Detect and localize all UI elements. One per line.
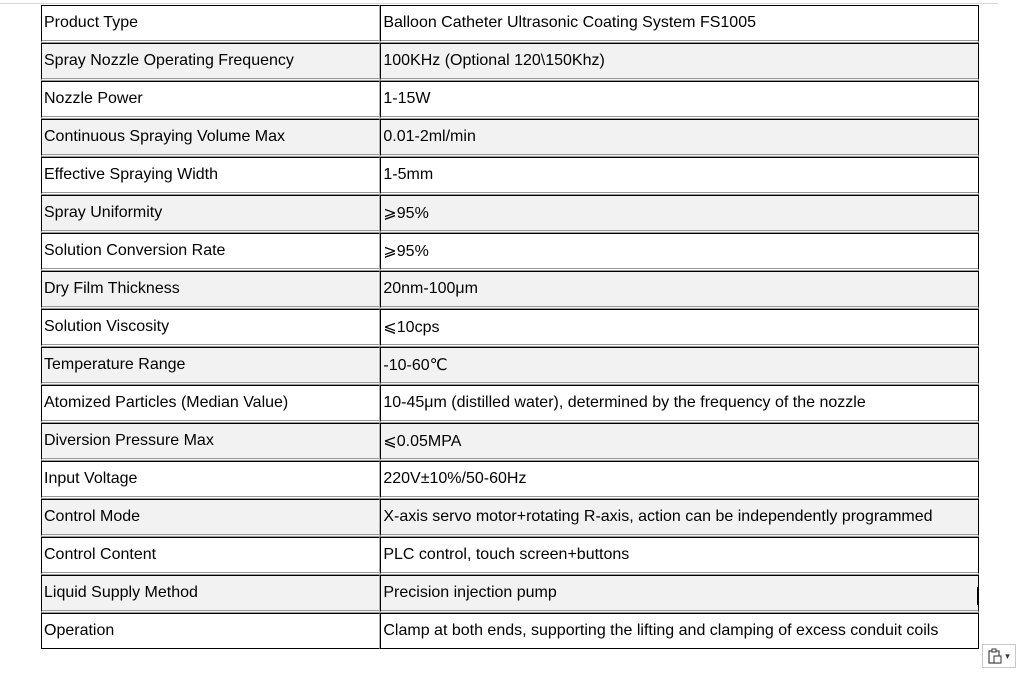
parameter-cell[interactable]: Input Voltage (41, 461, 380, 499)
table-row (41, 195, 979, 233)
parameter-cell[interactable]: Control Content (41, 537, 380, 575)
table-row (41, 43, 979, 81)
parameter-cell[interactable]: Nozzle Power (41, 81, 380, 119)
value-cell[interactable]: ⩾95% (380, 233, 979, 271)
table-row (41, 309, 979, 347)
parameter-cell[interactable]: Effective Spraying Width (41, 157, 380, 195)
table-row (41, 423, 979, 461)
clipboard-icon (988, 648, 1002, 664)
value-cell[interactable]: X-axis servo motor+rotating R-axis, action can be independently programmed (380, 499, 979, 537)
value-cell[interactable]: 1-5mm (380, 157, 979, 195)
parameter-cell[interactable]: Spray Nozzle Operating Frequency (41, 43, 380, 81)
parameter-cell[interactable]: Operation (41, 613, 380, 649)
value-cell[interactable]: -10-60℃ (380, 347, 979, 385)
table-row (41, 81, 979, 119)
spec-table (41, 5, 979, 649)
value-cell[interactable]: Precision injection pump (380, 575, 979, 613)
value-cell[interactable]: Clamp at both ends, supporting the lifting and clamping of excess conduit coils (380, 613, 979, 649)
table-row (41, 271, 979, 309)
chevron-down-icon[interactable]: ▾ (1005, 650, 1010, 661)
value-cell[interactable]: ⩽10cps (380, 309, 979, 347)
table-row (41, 233, 979, 271)
parameter-cell[interactable]: Dry Film Thickness (41, 271, 380, 309)
table-row (41, 537, 979, 575)
top-rule (0, 3, 998, 4)
parameter-cell[interactable]: Spray Uniformity (41, 195, 380, 233)
table-row (41, 157, 979, 195)
parameter-cell[interactable]: Continuous Spraying Volume Max (41, 119, 380, 157)
table-row (41, 385, 979, 423)
parameter-cell[interactable]: Solution Viscosity (41, 309, 380, 347)
value-cell[interactable]: 0.01-2ml/min (380, 119, 979, 157)
parameter-cell[interactable]: Product Type (41, 5, 380, 43)
table-row (41, 5, 979, 43)
paste-options-button[interactable] (982, 644, 1016, 668)
value-cell[interactable]: ⩽0.05MPA (380, 423, 979, 461)
parameter-cell[interactable]: Solution Conversion Rate (41, 233, 380, 271)
value-cell[interactable]: 20nm-100μm (380, 271, 979, 309)
parameter-cell[interactable]: Diversion Pressure Max (41, 423, 380, 461)
value-cell[interactable]: 220V±10%/50-60Hz (380, 461, 979, 499)
table-row (41, 575, 979, 613)
text-cursor (977, 587, 979, 605)
table-row (41, 461, 979, 499)
parameter-cell[interactable]: Temperature Range (41, 347, 380, 385)
value-cell[interactable]: 1-15W (380, 81, 979, 119)
value-cell[interactable]: Balloon Catheter Ultrasonic Coating System FS1005 (380, 5, 979, 43)
value-cell[interactable]: ⩾95% (380, 195, 979, 233)
table-row (41, 499, 979, 537)
table-row (41, 613, 979, 649)
table-row (41, 347, 979, 385)
spec-table-body (41, 5, 979, 649)
value-cell[interactable]: PLC control, touch screen+buttons (380, 537, 979, 575)
table-row (41, 119, 979, 157)
parameter-cell[interactable]: Control Mode (41, 499, 380, 537)
value-cell[interactable]: 10-45μm (distilled water), determined by the frequency of the nozzle (380, 385, 979, 423)
value-cell[interactable]: 100KHz (Optional 120\150Khz) (380, 43, 979, 81)
parameter-cell[interactable]: Atomized Particles (Median Value) (41, 385, 380, 423)
parameter-cell[interactable]: Liquid Supply Method (41, 575, 380, 613)
